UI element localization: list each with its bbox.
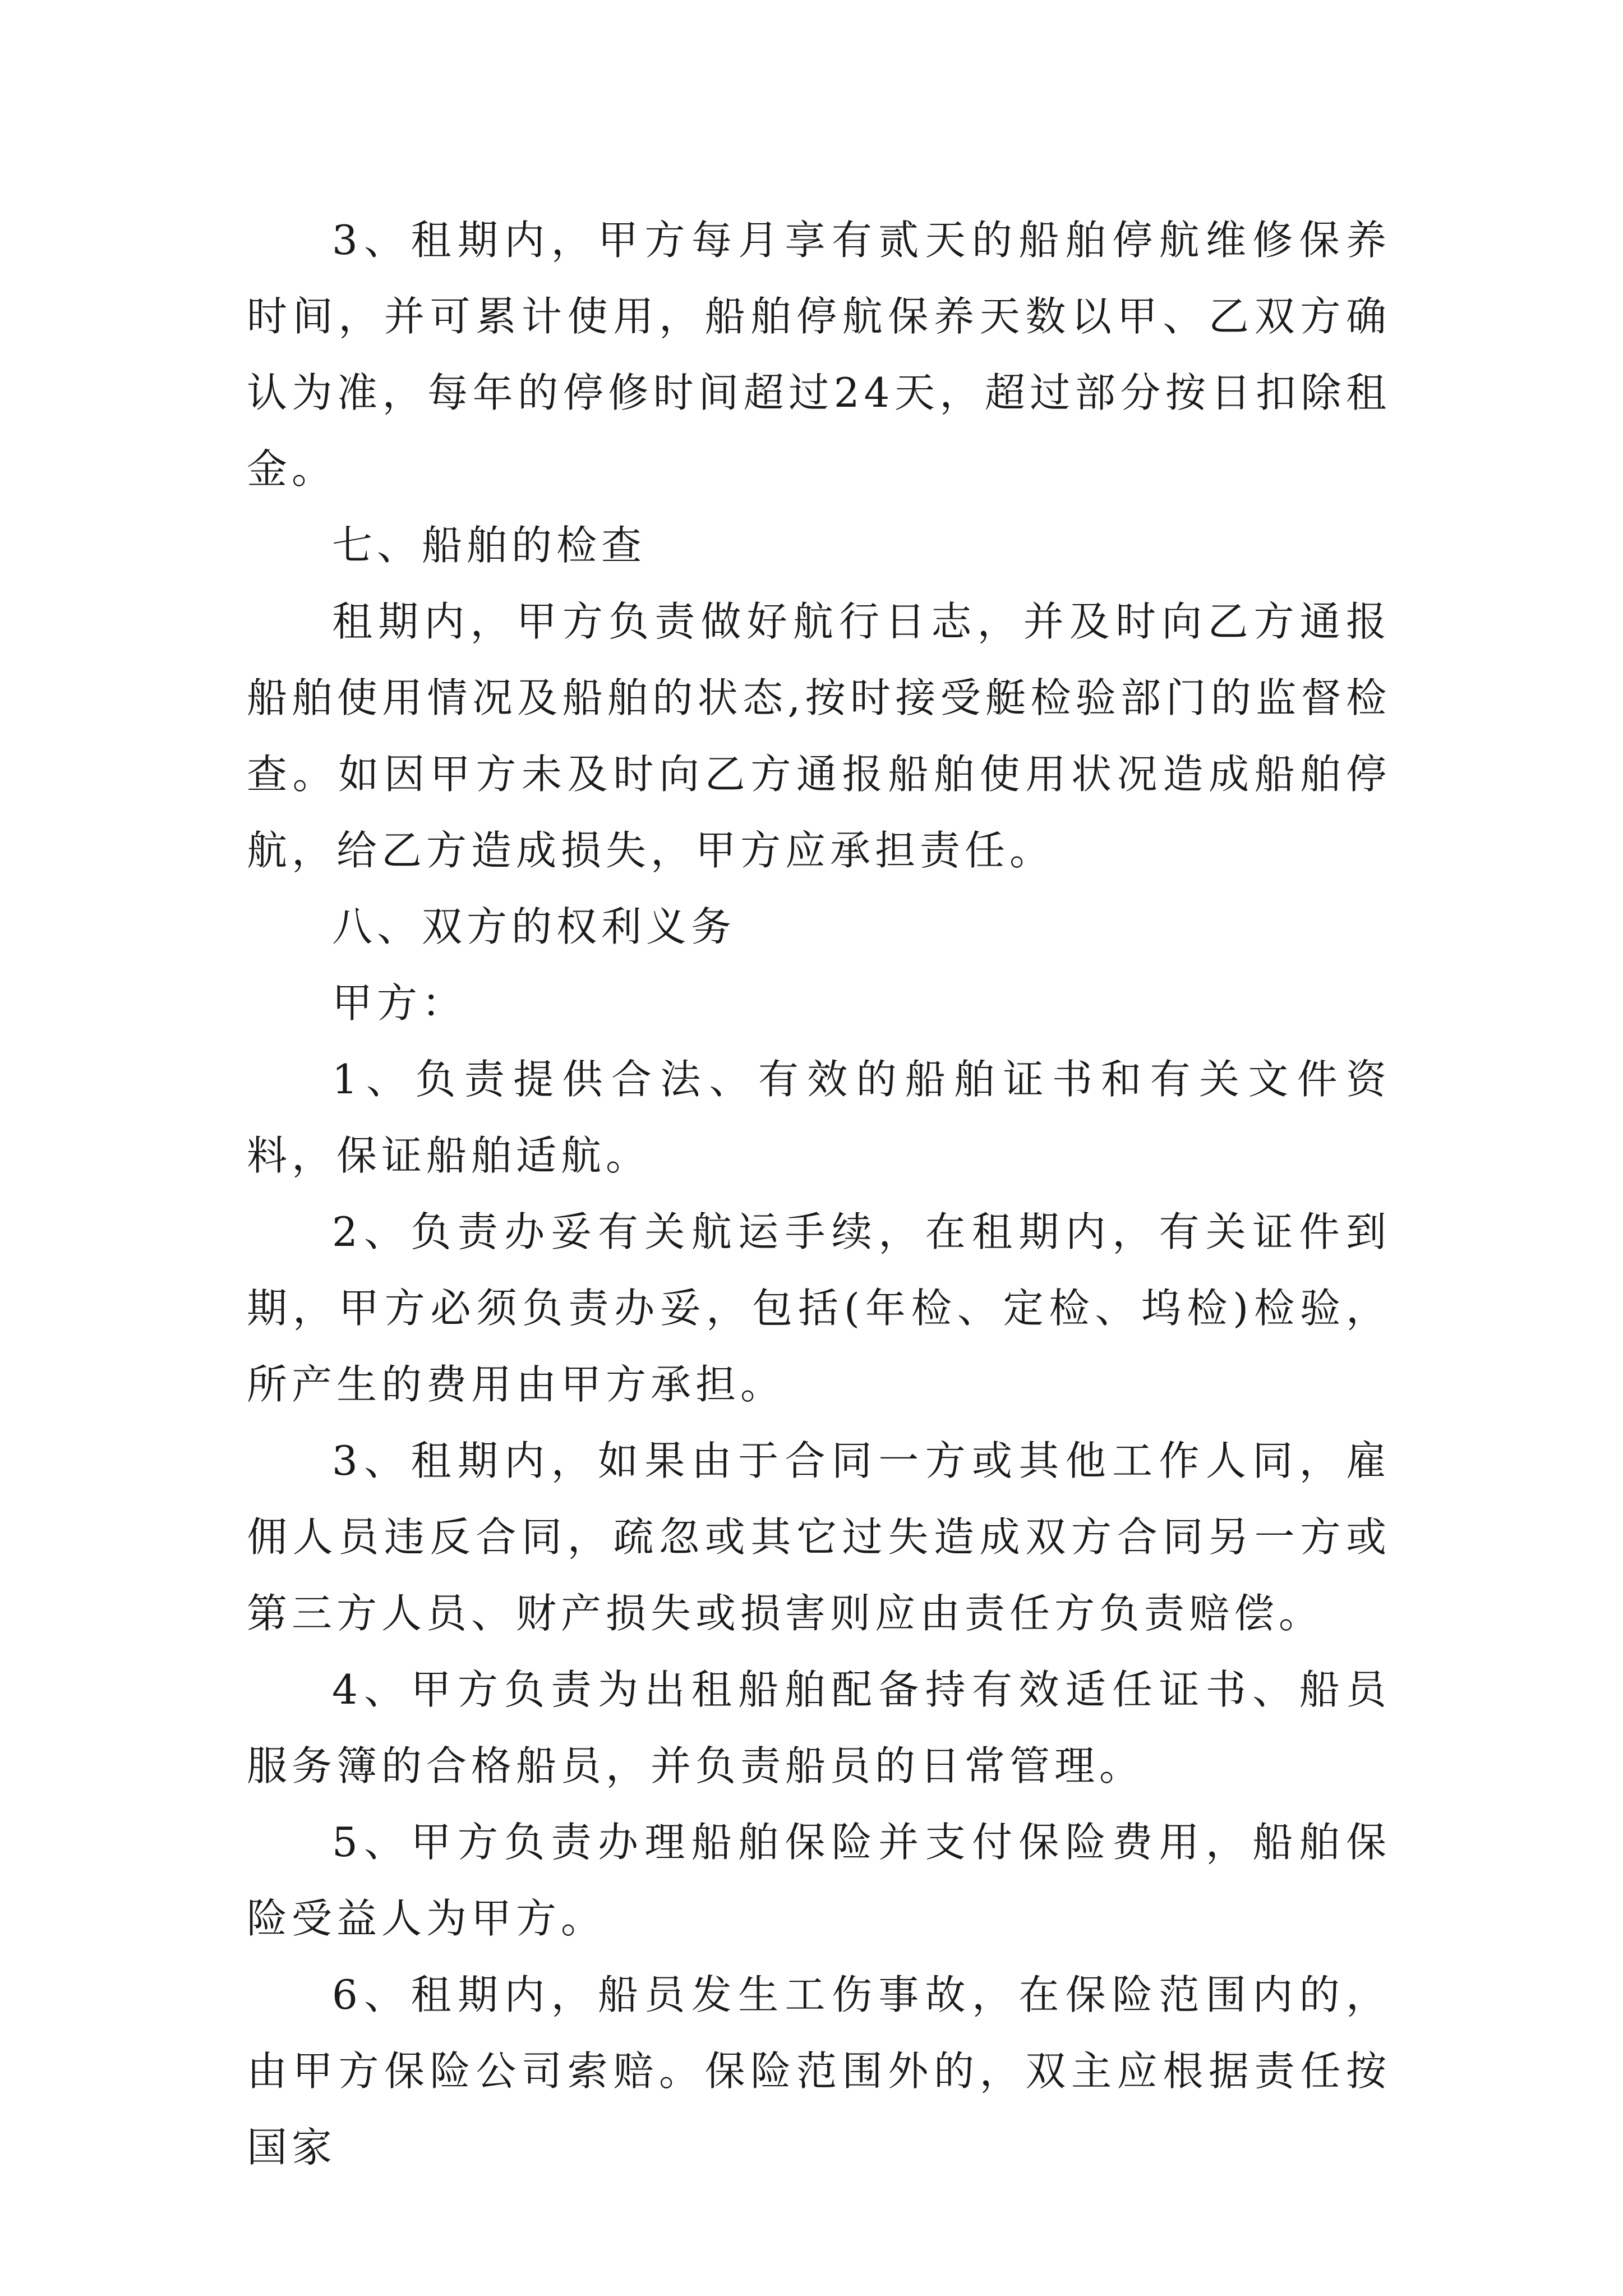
paragraph-inspection: 租期内，甲方负责做好航行日志，并及时向乙方通报船舶使用情况及船舶的状态,按时接受艇检验部门的监督检查。如因甲方未及时向乙方通报船舶使用状况造成船舶停航，给乙方造成损失，甲方应承担责任。 — [247, 598, 1391, 874]
paragraph-item-2: 2、负责办妥有关航运手续，在租期内，有关证件到期，甲方必须负责办妥，包括(年检、定检、坞检)检验，所产生的费用由甲方承担。 — [247, 1208, 1391, 1408]
paragraph-item-4: 4、甲方负责为出租船舶配备持有效适任证书、船员服务簿的合格船员，并负责船员的日常管理。 — [247, 1666, 1391, 1789]
paragraph-maintenance-days: 3、租期内，甲方每月享有贰天的船舶停航维修保养时间，并可累计使用，船舶停航保养天数以甲、乙双方确认为准，每年的停修时间超过24天，超过部分按日扣除租金。 — [247, 217, 1391, 493]
paragraph-item-3: 3、租期内，如果由于合同一方或其他工作人同，雇佣人员违反合同，疏忽或其它过失造成双方合同另一方或第三方人员、财产损失或损害则应由责任方负责赔偿。 — [247, 1437, 1391, 1637]
paragraph-item-5: 5、甲方负责办理船舶保险并支付保险费用，船舶保险受益人为甲方。 — [247, 1819, 1391, 1942]
section-heading-inspection: 七、船舶的检查 — [332, 522, 647, 569]
party-a-label: 甲方： — [332, 979, 467, 1027]
section-heading-rights-duties: 八、双方的权利义务 — [332, 903, 736, 950]
document-body — [247, 202, 1391, 2185]
paragraph-item-6: 6、租期内，船员发生工伤事故，在保险范围内的，由甲方保险公司索赔。保险范围外的，双主应根据责任按国家 — [247, 1971, 1391, 2171]
paragraph-item-1: 1、负责提供合法、有效的船舶证书和有关文件资料，保证船舶适航。 — [247, 1056, 1391, 1179]
